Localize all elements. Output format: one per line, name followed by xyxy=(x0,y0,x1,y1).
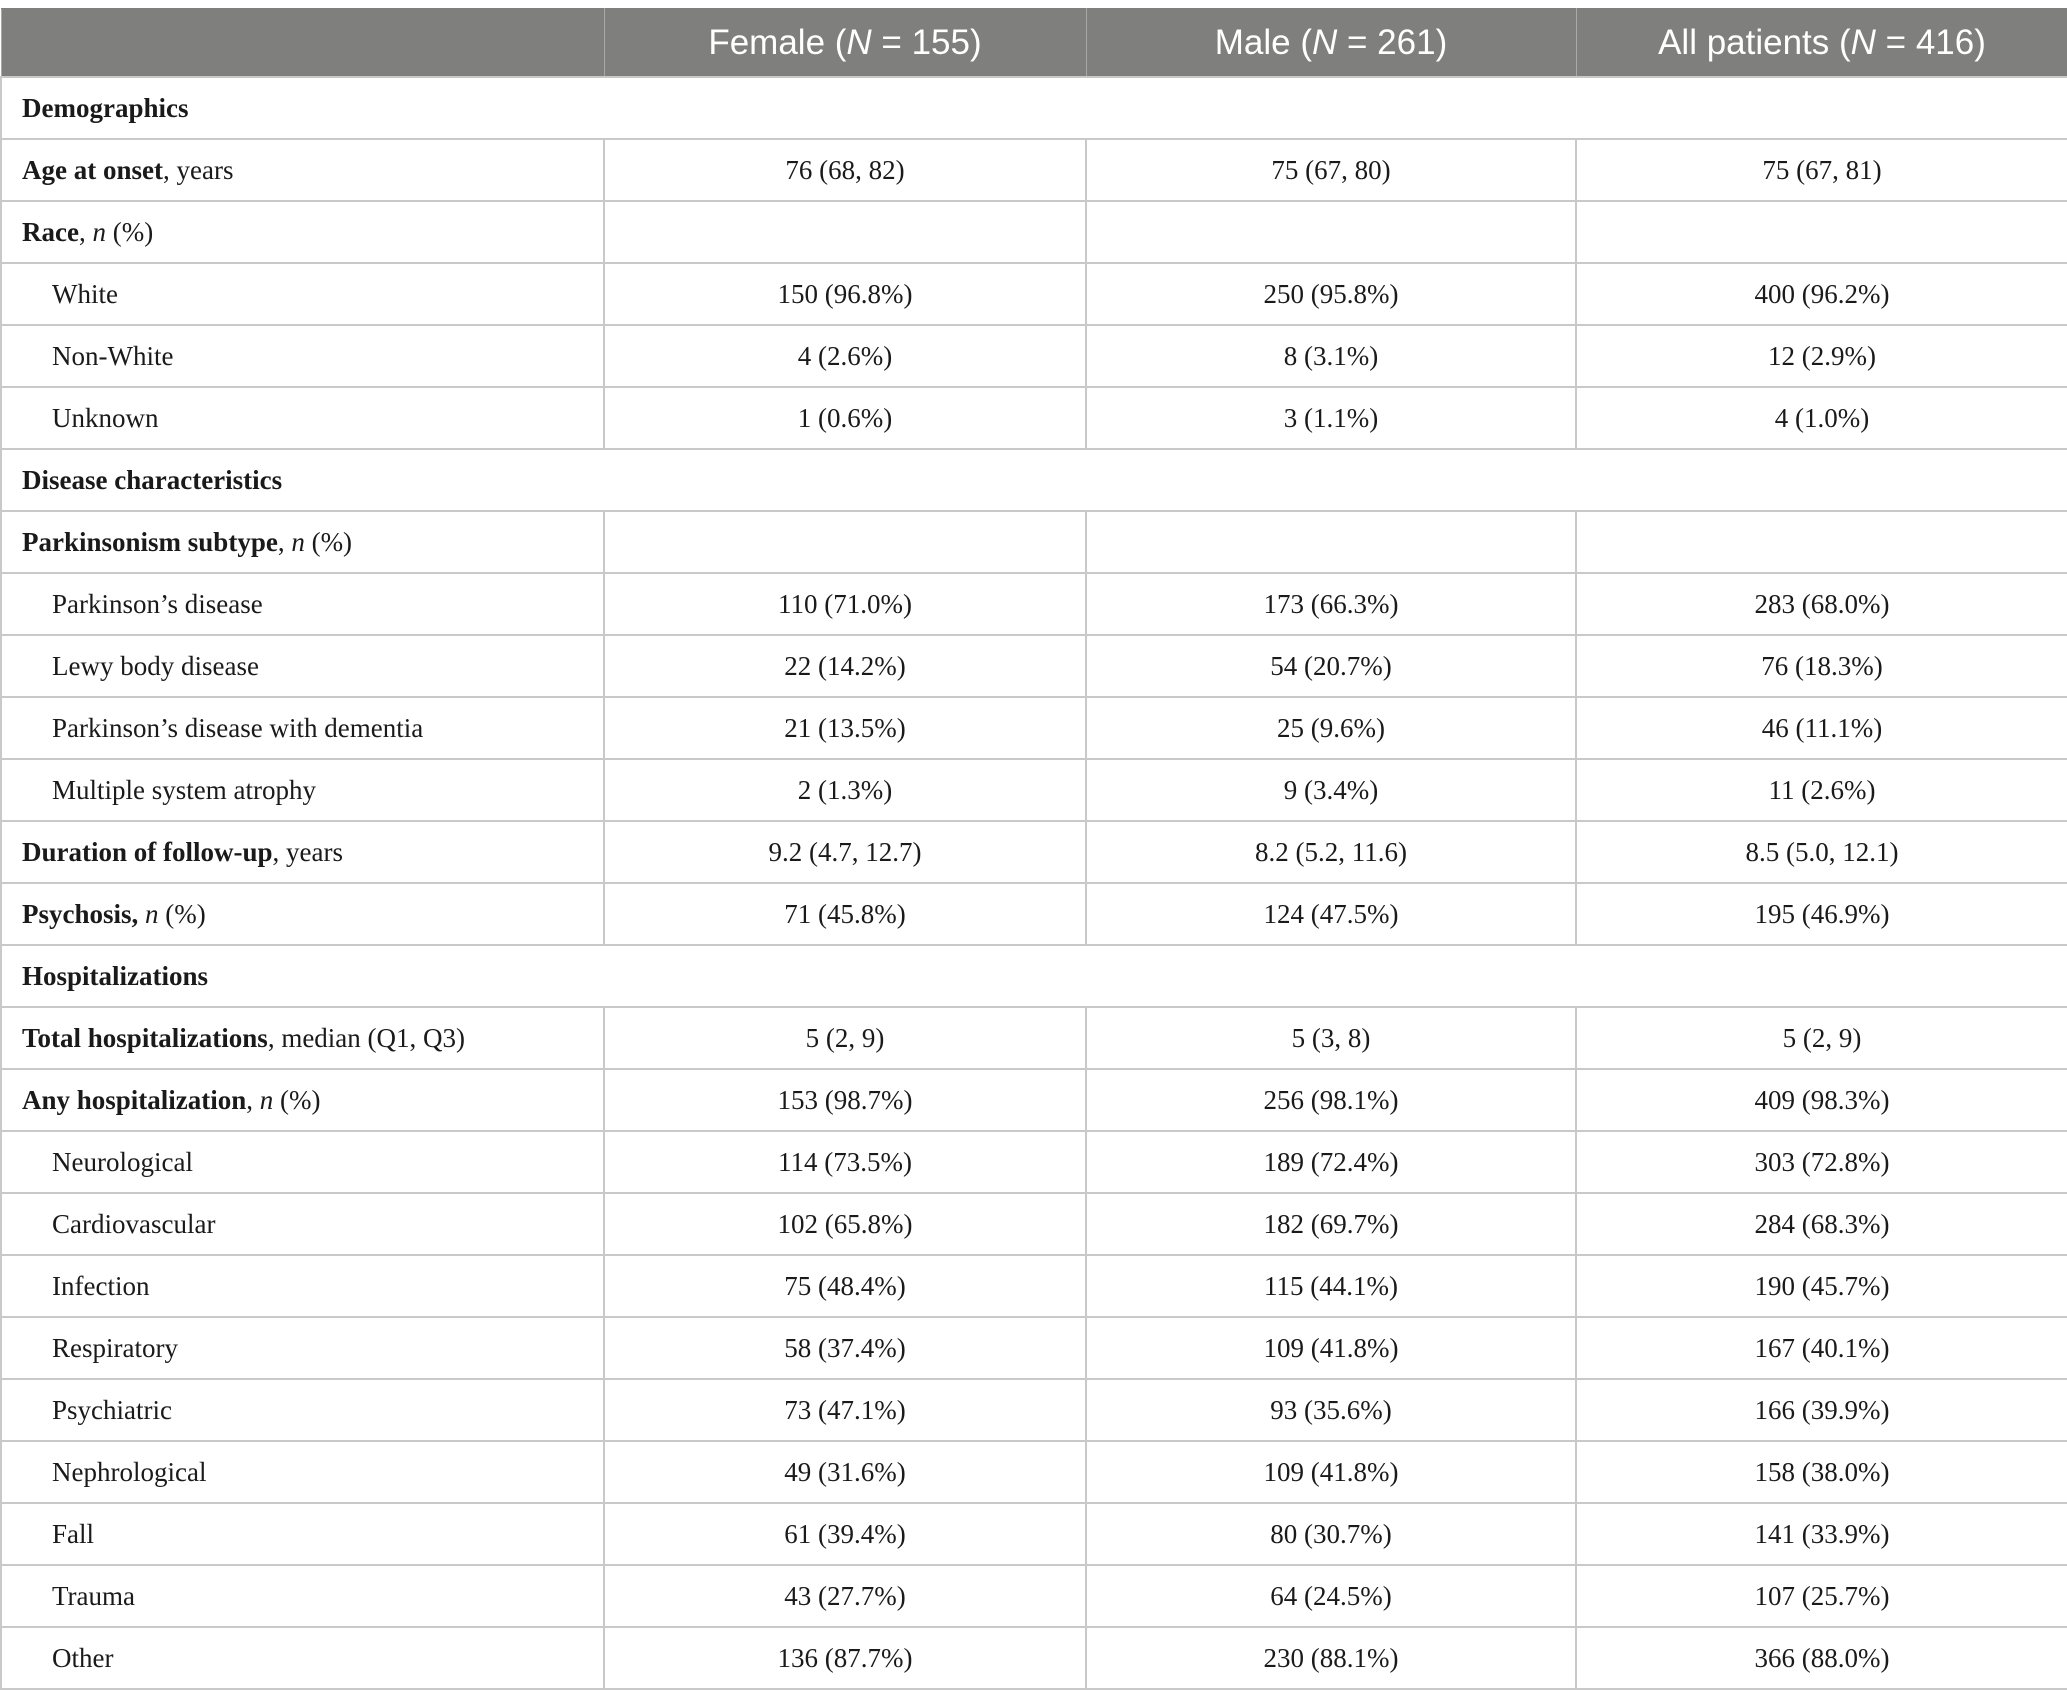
cell-all: 283 (68.0%) xyxy=(1576,573,2067,635)
cell-female: 102 (65.8%) xyxy=(604,1193,1086,1255)
cell-male: 80 (30.7%) xyxy=(1086,1503,1576,1565)
row-label-bold: Race xyxy=(22,216,79,247)
table-row xyxy=(1,139,2067,201)
row-label: Respiratory xyxy=(1,1317,604,1379)
cell-all: 107 (25.7%) xyxy=(1576,1565,2067,1627)
cell-male xyxy=(1086,511,1576,573)
row-label: Other xyxy=(1,1627,604,1689)
row-label: Infection xyxy=(1,1255,604,1317)
section-heading: Disease characteristics xyxy=(1,449,2067,511)
cell-female: 9.2 (4.7, 12.7) xyxy=(604,821,1086,883)
cell-female: 150 (96.8%) xyxy=(604,263,1086,325)
row-label-bold: Psychosis, xyxy=(22,898,139,929)
table-row xyxy=(1,945,2067,1007)
table-row xyxy=(1,1441,2067,1503)
table-row xyxy=(1,1131,2067,1193)
cell-all: 141 (33.9%) xyxy=(1576,1503,2067,1565)
row-label-bold: Duration of follow-up xyxy=(22,836,273,867)
cell-male: 9 (3.4%) xyxy=(1086,759,1576,821)
table-row xyxy=(1,573,2067,635)
row-label: Parkinson’s disease with dementia xyxy=(1,697,604,759)
cell-female xyxy=(604,201,1086,263)
cell-female: 75 (48.4%) xyxy=(604,1255,1086,1317)
cell-male: 3 (1.1%) xyxy=(1086,387,1576,449)
cell-all: 46 (11.1%) xyxy=(1576,697,2067,759)
header-female: Female (N = 155) xyxy=(604,9,1086,78)
table-row xyxy=(1,1193,2067,1255)
section-heading: Hospitalizations xyxy=(1,945,2067,1007)
row-label: Lewy body disease xyxy=(1,635,604,697)
cell-all: 303 (72.8%) xyxy=(1576,1131,2067,1193)
cell-female: 5 (2, 9) xyxy=(604,1007,1086,1069)
table-row xyxy=(1,263,2067,325)
cell-male: 25 (9.6%) xyxy=(1086,697,1576,759)
row-label-italic: n xyxy=(92,216,106,247)
cell-male: 115 (44.1%) xyxy=(1086,1255,1576,1317)
cell-male: 5 (3, 8) xyxy=(1086,1007,1576,1069)
row-label-bold: Any hospitalization xyxy=(22,1084,247,1115)
cell-all: 5 (2, 9) xyxy=(1576,1007,2067,1069)
cell-female: 61 (39.4%) xyxy=(604,1503,1086,1565)
cell-all: 366 (88.0%) xyxy=(1576,1627,2067,1689)
row-label-bold: Age at onset xyxy=(22,154,163,185)
header-male: Male (N = 261) xyxy=(1086,9,1576,78)
cell-all: 11 (2.6%) xyxy=(1576,759,2067,821)
cell-male: 189 (72.4%) xyxy=(1086,1131,1576,1193)
row-label-text: , xyxy=(78,216,93,247)
cell-all: 12 (2.9%) xyxy=(1576,325,2067,387)
row-label-bold: Total hospitalizations xyxy=(22,1022,268,1053)
row-label-text: , years xyxy=(162,154,234,185)
cell-female: 73 (47.1%) xyxy=(604,1379,1086,1441)
table-row xyxy=(1,1379,2067,1441)
cell-all: 75 (67, 81) xyxy=(1576,139,2067,201)
row-label: Fall xyxy=(1,1503,604,1565)
row-label-bold: Parkinsonism subtype xyxy=(22,526,278,557)
table-header xyxy=(1,9,2067,78)
cell-female: 2 (1.3%) xyxy=(604,759,1086,821)
cell-female: 22 (14.2%) xyxy=(604,635,1086,697)
cell-male xyxy=(1086,201,1576,263)
cell-female: 21 (13.5%) xyxy=(604,697,1086,759)
row-label xyxy=(1,821,604,883)
row-label-text: , years xyxy=(272,836,343,867)
header-label-column xyxy=(1,9,604,78)
table-row xyxy=(1,387,2067,449)
table-row xyxy=(1,1069,2067,1131)
row-label: Non-White xyxy=(1,325,604,387)
cell-all: 190 (45.7%) xyxy=(1576,1255,2067,1317)
cell-female: 43 (27.7%) xyxy=(604,1565,1086,1627)
cell-all: 158 (38.0%) xyxy=(1576,1441,2067,1503)
row-label-italic: n xyxy=(259,1084,274,1115)
row-label-text: (%) xyxy=(273,1084,321,1115)
row-label: White xyxy=(1,263,604,325)
row-label: Psychiatric xyxy=(1,1379,604,1441)
row-label xyxy=(1,139,604,201)
cell-female: 136 (87.7%) xyxy=(604,1627,1086,1689)
row-label: Neurological xyxy=(1,1131,604,1193)
table-row xyxy=(1,1255,2067,1317)
cell-female: 153 (98.7%) xyxy=(604,1069,1086,1131)
row-label xyxy=(1,883,604,945)
cell-male: 109 (41.8%) xyxy=(1086,1317,1576,1379)
row-label-text: , xyxy=(246,1084,260,1115)
cell-female: 110 (71.0%) xyxy=(604,573,1086,635)
row-label: Nephrological xyxy=(1,1441,604,1503)
row-label-text: (%) xyxy=(304,526,353,557)
table-row xyxy=(1,883,2067,945)
cell-all: 167 (40.1%) xyxy=(1576,1317,2067,1379)
cell-male: 256 (98.1%) xyxy=(1086,1069,1576,1131)
table-row xyxy=(1,759,2067,821)
row-label xyxy=(1,201,604,263)
cell-all: 76 (18.3%) xyxy=(1576,635,2067,697)
table-row xyxy=(1,1565,2067,1627)
table-row xyxy=(1,821,2067,883)
row-label xyxy=(1,1069,604,1131)
header-row xyxy=(1,9,2067,78)
cell-all: 8.5 (5.0, 12.1) xyxy=(1576,821,2067,883)
row-label: Multiple system atrophy xyxy=(1,759,604,821)
table-row xyxy=(1,1007,2067,1069)
section-heading: Demographics xyxy=(1,77,2067,139)
cell-female: 1 (0.6%) xyxy=(604,387,1086,449)
row-label-italic: n xyxy=(145,898,159,929)
table-row xyxy=(1,77,2067,139)
cell-male: 124 (47.5%) xyxy=(1086,883,1576,945)
cell-female: 49 (31.6%) xyxy=(604,1441,1086,1503)
cell-male: 8 (3.1%) xyxy=(1086,325,1576,387)
cell-male: 93 (35.6%) xyxy=(1086,1379,1576,1441)
cell-female: 76 (68, 82) xyxy=(604,139,1086,201)
cell-female: 71 (45.8%) xyxy=(604,883,1086,945)
cell-all: 195 (46.9%) xyxy=(1576,883,2067,945)
cell-all: 409 (98.3%) xyxy=(1576,1069,2067,1131)
cell-male: 8.2 (5.2, 11.6) xyxy=(1086,821,1576,883)
cell-male: 250 (95.8%) xyxy=(1086,263,1576,325)
row-label xyxy=(1,1007,604,1069)
row-label-text: , median (Q1, Q3) xyxy=(267,1022,466,1053)
cell-male: 173 (66.3%) xyxy=(1086,573,1576,635)
cell-all: 400 (96.2%) xyxy=(1576,263,2067,325)
cell-all xyxy=(1576,201,2067,263)
row-label: Parkinson’s disease xyxy=(1,573,604,635)
row-label-italic: n xyxy=(291,526,305,557)
table-body xyxy=(1,77,2067,1689)
row-label-text: (%) xyxy=(105,216,154,247)
cell-female: 114 (73.5%) xyxy=(604,1131,1086,1193)
table-row xyxy=(1,1317,2067,1379)
table-row xyxy=(1,201,2067,263)
table-row xyxy=(1,1503,2067,1565)
cell-male: 182 (69.7%) xyxy=(1086,1193,1576,1255)
cell-all xyxy=(1576,511,2067,573)
row-label: Cardiovascular xyxy=(1,1193,604,1255)
cell-female: 58 (37.4%) xyxy=(604,1317,1086,1379)
cell-male: 75 (67, 80) xyxy=(1086,139,1576,201)
row-label-text: (%) xyxy=(158,898,206,929)
table-row xyxy=(1,1627,2067,1689)
cell-all: 4 (1.0%) xyxy=(1576,387,2067,449)
table-row xyxy=(1,697,2067,759)
demographics-table xyxy=(0,8,2067,1690)
cell-all: 166 (39.9%) xyxy=(1576,1379,2067,1441)
row-label xyxy=(1,511,604,573)
table-row xyxy=(1,449,2067,511)
cell-male: 64 (24.5%) xyxy=(1086,1565,1576,1627)
cell-male: 54 (20.7%) xyxy=(1086,635,1576,697)
row-label: Unknown xyxy=(1,387,604,449)
header-all-patients: All patients (N = 416) xyxy=(1576,9,2067,78)
demographics-table-container xyxy=(0,8,2067,1690)
row-label: Trauma xyxy=(1,1565,604,1627)
table-row xyxy=(1,511,2067,573)
table-row xyxy=(1,325,2067,387)
row-label-text: , xyxy=(277,526,292,557)
table-row xyxy=(1,635,2067,697)
cell-male: 230 (88.1%) xyxy=(1086,1627,1576,1689)
cell-male: 109 (41.8%) xyxy=(1086,1441,1576,1503)
cell-all: 284 (68.3%) xyxy=(1576,1193,2067,1255)
cell-female: 4 (2.6%) xyxy=(604,325,1086,387)
cell-female xyxy=(604,511,1086,573)
